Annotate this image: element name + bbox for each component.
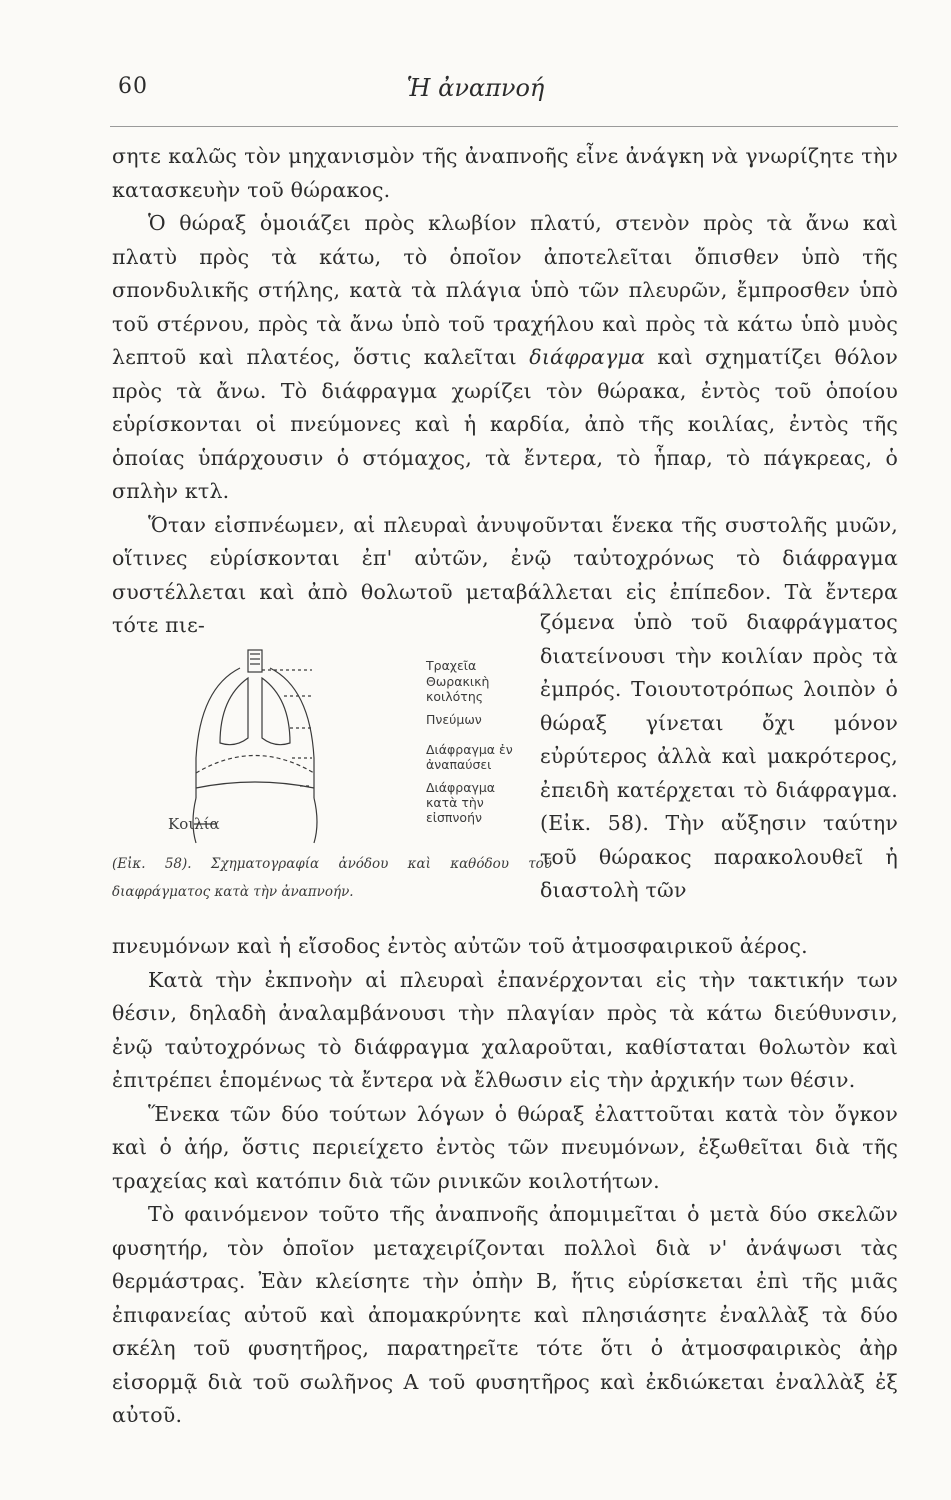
label-diaphragm-rest: Διάφραγμα ἐν ἀναπαύσει (426, 742, 513, 772)
caption-text: Σχηματογραφία ἀνόδου καὶ καθόδου τοῦ διαφράγματος κατὰ τὴν ἀναπνοήν. (112, 856, 552, 900)
text-top (112, 140, 898, 643)
figure-caption (112, 850, 552, 906)
left-lung (220, 678, 248, 745)
running-title: Ἡ ἀναπνοή (406, 74, 545, 102)
diaphragm-rest-line (196, 756, 314, 774)
label-abdomen: Κοιλία (168, 815, 220, 833)
diaphragm-inspiration-line (196, 782, 314, 788)
label-trachea: Τραχεῖα (426, 658, 477, 673)
thorax-right-wall (270, 668, 314, 798)
paragraph-3-right: ζόμενα ὑπὸ τοῦ διαφράγματος διατείνουσι τὴν κοιλίαν πρὸς τὰ ἐμπρός. Τοιουτοτρόπως λοιπὸν ὁ θώραξ γίνεται ὄχι μόνον εὐρύτερος ἀλλὰ καὶ μακρότερος, ἐπειδὴ κατέρχεται τὸ διάφραγμα. (Εἰκ. 58). Τὴν αὔξησιν ταύτην τοῦ θώρακος παρακολουθεῖ ἡ διαστολὴ τῶν (540, 610, 898, 902)
paragraph-1: σητε καλῶς τὸν μηχανισμὸν τῆς ἀναπνοῆς εἶνε ἀνάγκη νὰ γνωρίζητε τὴν κατασκευὴν τοῦ θώρακος. (112, 144, 898, 202)
right-lung (262, 678, 290, 745)
paragraph-2: Ὁ θώραξ ὁμοιάζει πρὸς κλωβίον πλατύ, στενὸν πρὸς τὰ ἄνω καὶ πλατὺ πρὸς τὰ κάτω, τὸ ὁποῖον ἀποτελεῖται ὄπισθεν ὑπὸ τῆς σπονδυλικῆς στήλης, κατὰ τὰ πλάγια ὑπὸ τῶν πλευρῶν, ἔμπροσθεν ὑπὸ τοῦ στέρνου, πρὸς τὰ ἄνω ὑπὸ τοῦ τραχήλου καὶ πρὸς τὰ κάτω ὑπὸ μυὸς λεπτοῦ καὶ πλατέος, ὅστις καλεῖται διάφραγμα καὶ σχηματίζει θόλον πρὸς τὰ ἄνω. Τὸ διάφραγμα χωρίζει τὸν θώρακα, ἐντὸς τοῦ ὁποίου εὑρίσκονται οἱ πνεύμονες καὶ ἡ καρδία, ἀπὸ τῆς κοιλίας, ἐντὸς τῆς ὁποίας ὑπάρχουσιν ὁ στόμαχος, τὰ ἔντερα, τὸ ἧπαρ, τὸ πάγκρεας, ὁ σπλὴν κτλ. (112, 211, 898, 503)
paragraph-5: Ἕνεκα τῶν δύο τούτων λόγων ὁ θώραξ ἐλαττοῦται κατὰ τὸν ὄγκον καὶ ὁ ἀήρ, ὅστις περιείχετο ἐντὸς τῶν πνευμόνων, ἐξωθεῖται διὰ τῆς τραχείας καὶ κατόπιν διὰ τῶν ρινικῶν κοιλοτήτων. (112, 1101, 898, 1193)
paragraph-6: Τὸ φαινόμενον τοῦτο τῆς ἀναπνοῆς ἀπομιμεῖται ὁ μετὰ δύο σκελῶν φυσητήρ, τὸν ὁποῖον μεταχειρίζονται πολλοὶ διὰ ν' ἀνάψωσι τὰς θερμάστρας. Ἐὰν κλείσητε τὴν ὀπὴν Β, ἥτις εὑρίσκεται ἐπὶ τῆς μιᾶς ἐπιφανείας αὐτοῦ καὶ ἀπομακρύνητε καὶ πλησιάσητε ἐναλλὰξ τὰ δύο σκέλη τοῦ φυσητῆρος, παρατηρεῖτε τότε ὅτι ὁ ἀτμοσφαιρικὸς ἀὴρ εἰσορμᾷ διὰ τοῦ σωλῆνος Α τοῦ φυσητῆρος καὶ ἐκδιώκεται ἐναλλὰξ ἐξ αὐτοῦ. (112, 1202, 898, 1427)
trachea-shape (248, 650, 262, 672)
page-number: 60 (118, 74, 148, 99)
thorax-left-wall (196, 668, 240, 798)
paragraph-3-bottom: πνευμόνων καὶ ἡ εἴσοδος ἐντὸς αὐτῶν τοῦ ἀτμοσφαιρικοῦ ἀέρος. (112, 934, 808, 958)
label-diaphragm-inspiration: Διάφραγμα κατὰ τὴν εἰσπνοήν (426, 780, 496, 825)
abdomen-right (314, 798, 317, 843)
label-lungs: Πνεύμων (426, 712, 482, 727)
term-diaphragm: διάφραγμα (529, 345, 645, 369)
paragraph-4: Κατὰ τὴν ἐκπνοὴν αἱ πλευραὶ ἐπανέρχονται εἰς τὴν τακτικήν των θέσιν, δηλαδὴ ἀναλαμβάνουσι τὴν πλαγίαν πρὸς τὰ κάτω διεύθυνσιν, ἐνῷ ταὐτοχρόνως τὸ διάφραγμα χαλαροῦται, καθίσταται θολωτὸν καὶ ἐπιτρέπει ἑπομένως τὰ ἔντερα νὰ ἔλθωσιν εἰς τὴν ἀρχικήν των θέσιν. (112, 967, 898, 1092)
text-bottom (112, 930, 898, 1433)
header-rule (110, 126, 898, 127)
label-thoracic-cavity: Θωρακικὴ κοιλότης (426, 674, 490, 704)
text-right-column (540, 606, 898, 908)
caption-number: (Εἰκ. 58). (112, 856, 192, 872)
paragraph-3-top: Ὅταν εἰσπνέωμεν, αἱ πλευραὶ ἀνυψοῦνται ἕνεκα τῆς συστολῆς μυῶν, οἵτινες εὑρίσκονται ἐπ' αὐτῶν, ἐνῷ ταὐτοχρόνως τὸ διάφραγμα συστέλλεται καὶ ἀπὸ θολωτοῦ μεταβάλλεται εἰς ἐπίπεδον. Τὰ ἔντερα τότε πιε- (112, 512, 898, 637)
